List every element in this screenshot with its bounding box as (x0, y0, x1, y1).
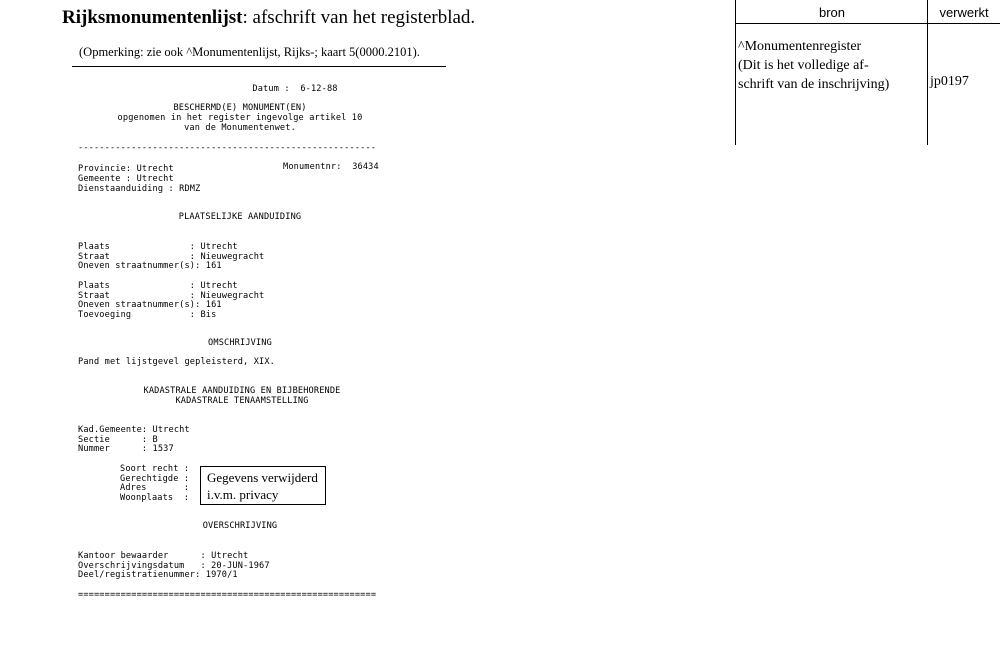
address-line: Oneven straatnummer(s): 161 (78, 300, 222, 311)
heading-kadastraal-1: KADASTRALE AANDUIDING EN BIJBEHORENDE (143, 386, 341, 396)
heading-beschermd: BESCHERMD(E) MONUMENT(EN) (173, 103, 307, 113)
overschrijving-line: Overschrijvingsdatum : 20-JUN-1967 (78, 560, 270, 571)
address-block-2 (78, 282, 264, 320)
overschrijving-line: Kantoor bewaarder : Utrecht (78, 551, 249, 561)
address-line: Toevoeging : Bis (78, 309, 217, 320)
eigenaar-labels (120, 465, 189, 503)
address-block-1 (78, 243, 264, 272)
monumentnr: Monumentnr: 36434 (283, 162, 379, 172)
heading-plaatselijke: PLAATSELIJKE AANDUIDING (178, 212, 302, 222)
table-border-left (735, 0, 736, 145)
heading-kadastraal-2: KADASTRALE TENAAMSTELLING (175, 396, 309, 406)
address-line: Plaats : Utrecht (78, 242, 238, 252)
note-underline (72, 66, 446, 67)
overschrijving-line: Deel/registratienummer: 1970/1 (78, 570, 238, 581)
privacy-box (200, 466, 326, 505)
omschrijving: Pand met lijstgevel gepleisterd, XIX. (78, 357, 275, 367)
heading-omschrijving: OMSCHRIJVING (208, 338, 272, 348)
kad-line: Kad.Gemeente: Utrecht (78, 425, 190, 435)
kadastraal-block (78, 426, 190, 455)
privacy-line: i.v.m. privacy (207, 487, 279, 502)
page-title (62, 7, 475, 29)
privacy-line: Gegevens verwijderd (207, 470, 318, 485)
heading-opgenomen: opgenomen in het register ingevolge artikel 10 (117, 113, 363, 123)
header-bron: bron (818, 5, 846, 20)
eigenaar-label: Woonplaats : (120, 492, 190, 503)
dienstaanduiding: Dienstaanduiding : RDMZ (78, 184, 201, 194)
provincie: Provincie: Utrecht (78, 164, 174, 174)
title-rest: : afschrift van het registerblad. (242, 7, 476, 28)
eigenaar-label: Soort recht : (120, 464, 190, 474)
cell-verwerkt: jp0197 (930, 74, 969, 89)
note-text: (Opmerking: zie ook ^Monumentenlijst, Rijks-; kaart 5(0000.2101). (79, 45, 420, 59)
datum: Datum : 6-12-88 (252, 84, 338, 94)
eigenaar-label: Adres : (120, 483, 190, 494)
cell-bron (738, 37, 889, 94)
kad-line: Nummer : 1537 (78, 444, 174, 455)
bron-line: (Dit is het volledige af- (738, 58, 869, 73)
bron-line: schrift van de inschrijving) (738, 77, 890, 92)
dashed-rule: -------------------------------------------------------- (78, 143, 377, 153)
overschrijving-block (78, 552, 270, 581)
eigenaar-label: Gerechtigde : (120, 473, 190, 484)
header-verwerkt: verwerkt (939, 5, 989, 20)
address-line: Oneven straatnummer(s): 161 (78, 261, 222, 272)
address-line: Plaats : Utrecht (78, 281, 238, 291)
source-table (735, 0, 1000, 145)
bron-line: ^Monumentenregister (738, 39, 862, 54)
heading-overschrijving: OVERSCHRIJVING (202, 521, 278, 531)
address-line: Straat : Nieuwegracht (78, 290, 265, 301)
address-line: Straat : Nieuwegracht (78, 251, 265, 262)
gemeente: Gemeente : Utrecht (78, 174, 174, 184)
table-column-divider (927, 0, 928, 145)
heading-monumentenwet: van de Monumentenwet. (184, 123, 296, 133)
kad-line: Sectie : B (78, 434, 158, 445)
double-rule: ======================================================== (78, 590, 377, 600)
table-header-rule (735, 23, 1000, 24)
title-bold: Rijksmonumentenlijst (62, 7, 243, 28)
